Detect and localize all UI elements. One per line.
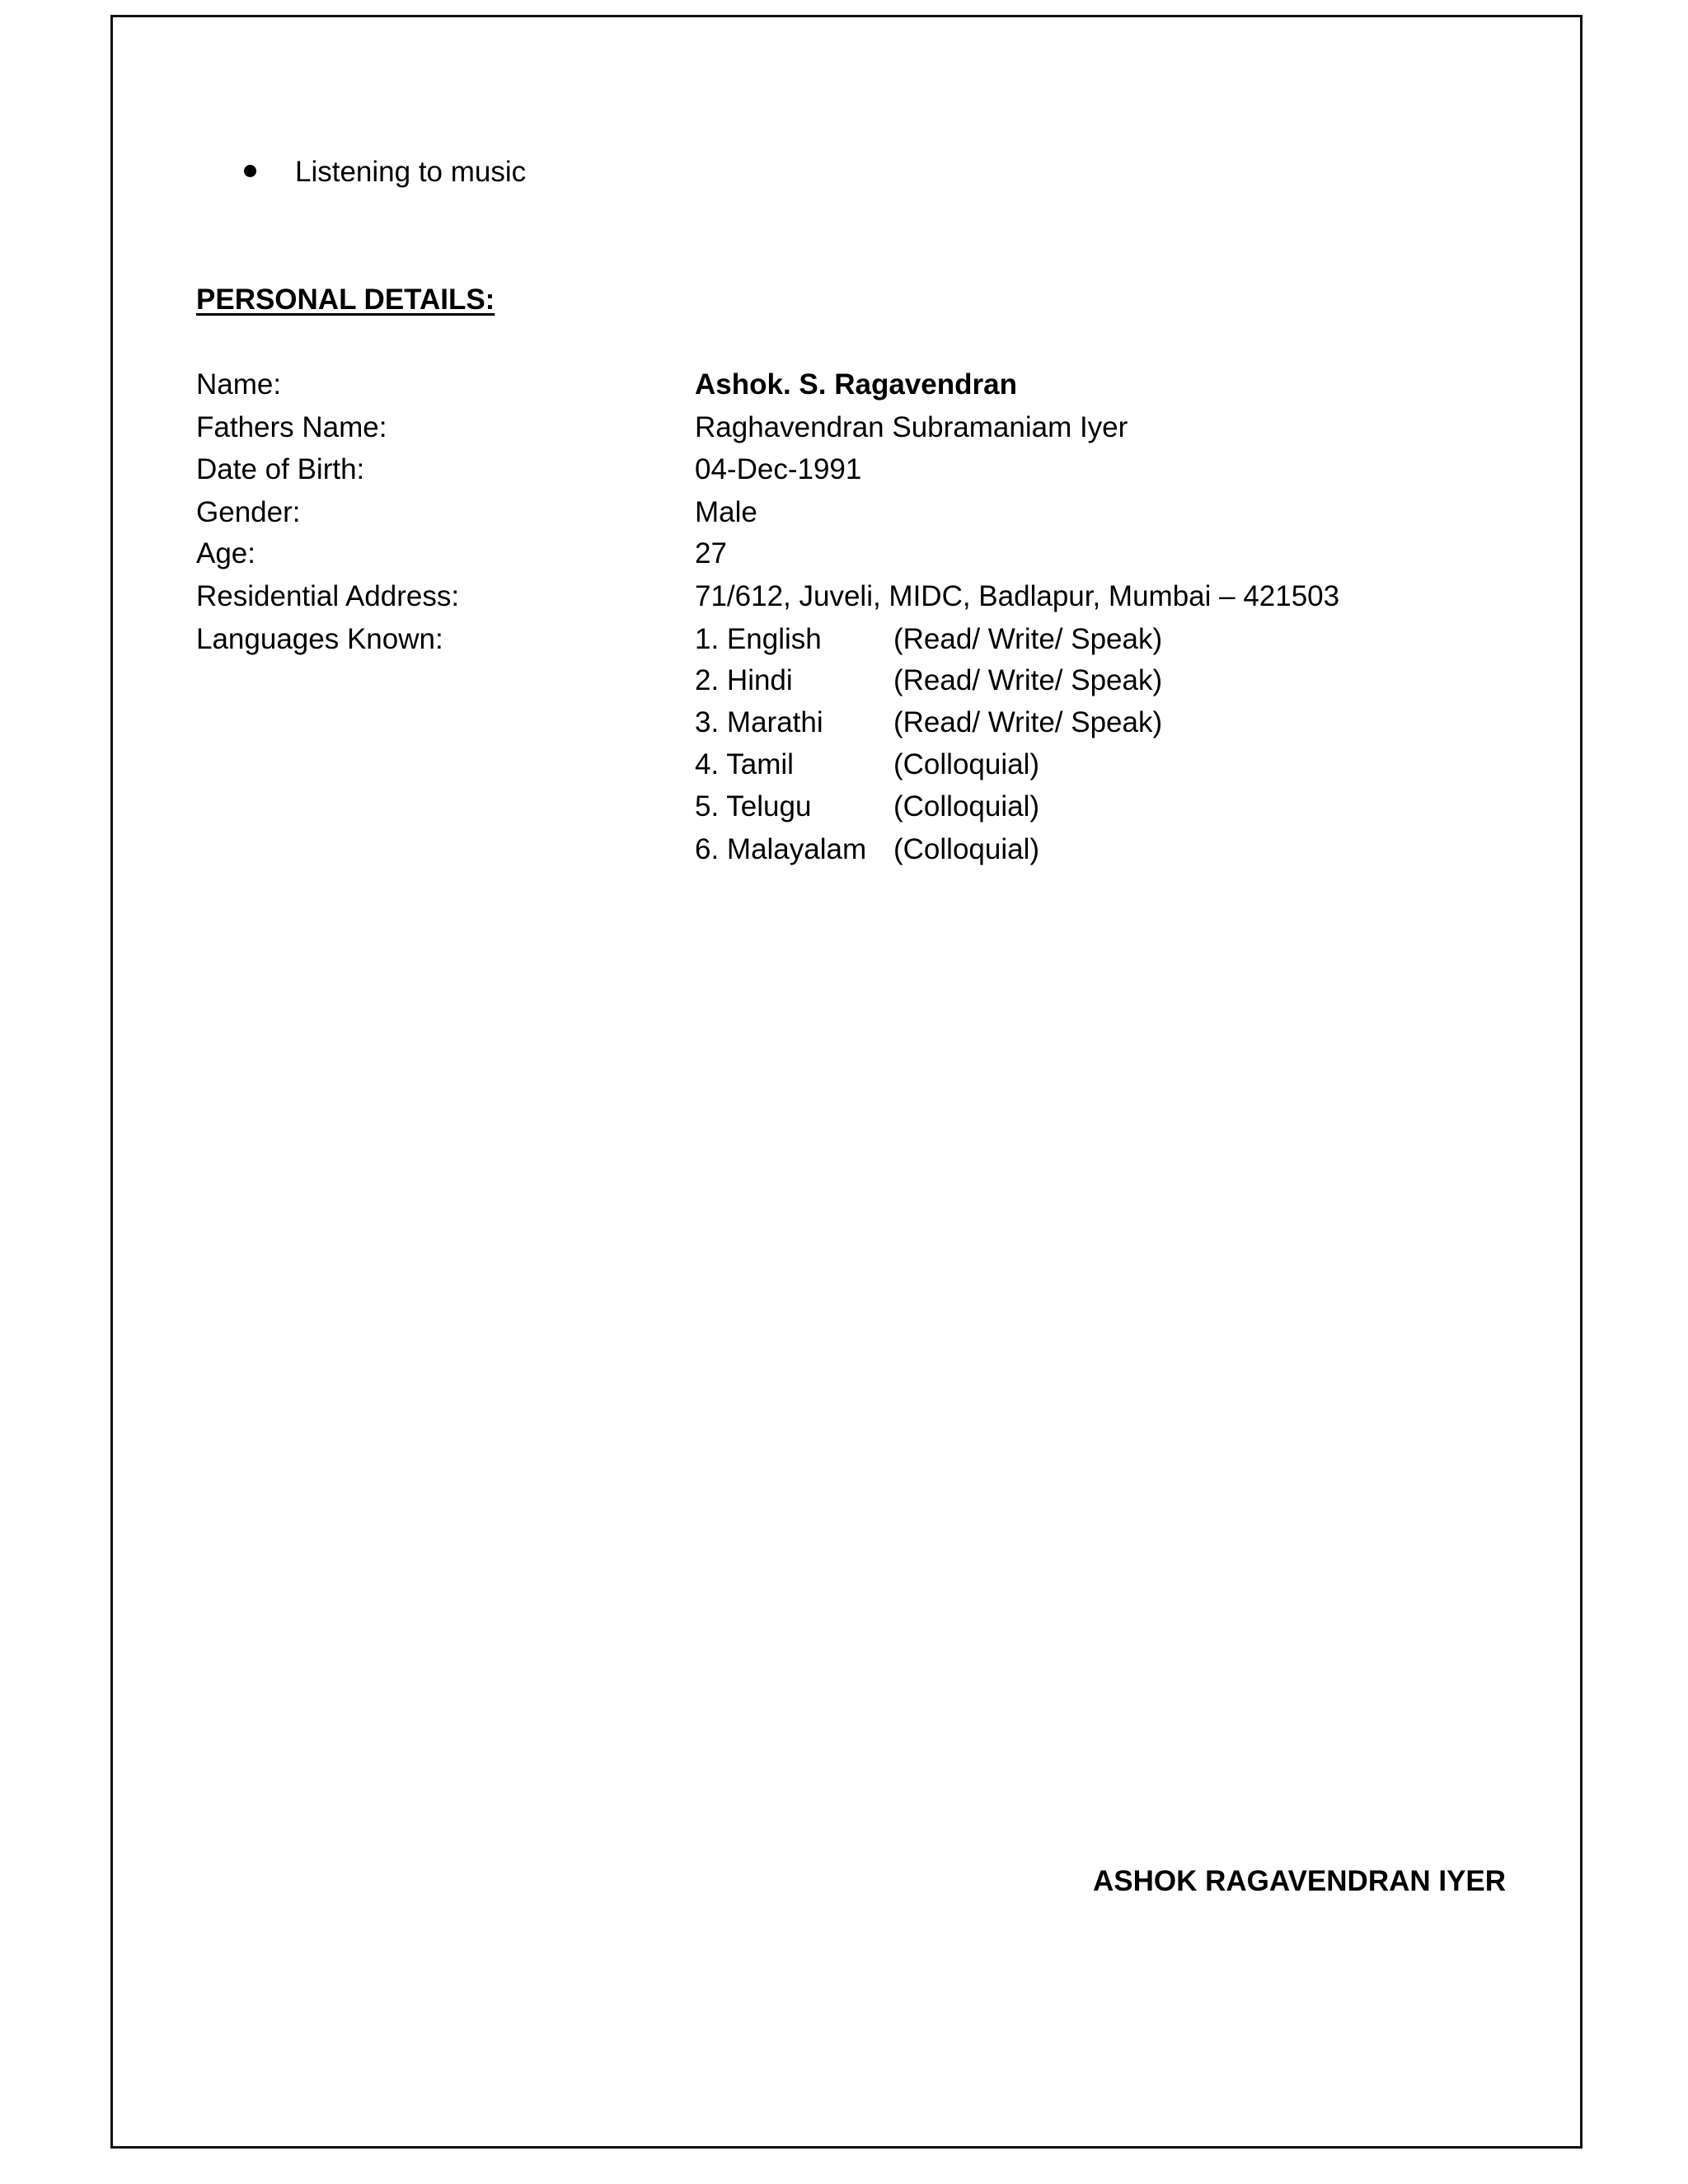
age-label: Age: bbox=[196, 537, 256, 569]
fathers-name-label: Fathers Name: bbox=[196, 411, 387, 443]
gender-value: Male bbox=[695, 496, 757, 528]
gender-label: Gender: bbox=[196, 496, 301, 528]
hobby-item: Listening to music bbox=[295, 156, 527, 188]
fathers-name-value: Raghavendran Subramaniam Iyer bbox=[695, 411, 1128, 443]
language-name: 3. Marathi bbox=[695, 706, 823, 738]
language-level: (Read/ Write/ Speak) bbox=[893, 664, 1163, 696]
language-name: 5. Telugu bbox=[695, 790, 812, 823]
language-name: 6. Malayalam bbox=[695, 833, 867, 865]
language-name: 4. Tamil bbox=[695, 748, 794, 780]
section-heading-personal-details: PERSONAL DETAILS: bbox=[196, 284, 495, 316]
bullet-icon bbox=[244, 165, 256, 177]
language-level: (Colloquial) bbox=[893, 833, 1040, 865]
signature-name: ASHOK RAGAVENDRAN IYER bbox=[1093, 1865, 1507, 1897]
address-value: 71/612, Juveli, MIDC, Badlapur, Mumbai – 421503 bbox=[695, 580, 1340, 612]
age-value: 27 bbox=[695, 537, 727, 569]
language-name: 1. English bbox=[695, 623, 822, 655]
name-value: Ashok. S. Ragavendran bbox=[695, 368, 1017, 401]
address-label: Residential Address: bbox=[196, 580, 460, 612]
language-level: (Colloquial) bbox=[893, 790, 1040, 823]
language-level: (Read/ Write/ Speak) bbox=[893, 623, 1163, 655]
dob-value: 04-Dec-1991 bbox=[695, 453, 862, 485]
languages-label: Languages Known: bbox=[196, 623, 443, 655]
name-label: Name: bbox=[196, 368, 282, 401]
language-name: 2. Hindi bbox=[695, 664, 793, 696]
dob-label: Date of Birth: bbox=[196, 453, 365, 485]
language-level: (Read/ Write/ Speak) bbox=[893, 706, 1163, 738]
page-border bbox=[110, 15, 1582, 2149]
language-level: (Colloquial) bbox=[893, 748, 1040, 780]
